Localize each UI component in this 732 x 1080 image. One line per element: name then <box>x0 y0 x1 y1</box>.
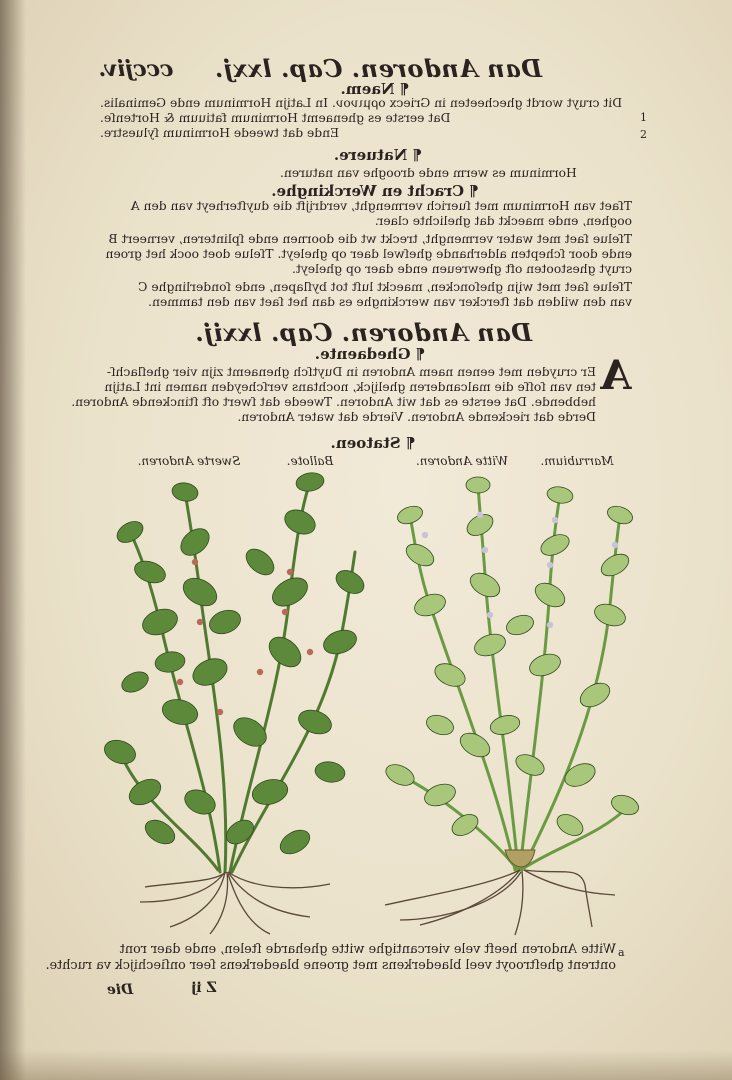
signature-mark: Z ij <box>191 980 217 996</box>
leaf <box>466 477 490 493</box>
leaf <box>424 712 456 738</box>
leaf <box>132 557 169 587</box>
leaf <box>181 785 219 818</box>
leaf <box>395 503 425 527</box>
text-line: Tſaet van Horminum met ſuerich vermenght, verdrijft die duyſterheyt van den A <box>130 199 632 213</box>
label-right-latin: Ballote. <box>286 454 334 468</box>
leaf <box>153 650 186 675</box>
leaf <box>228 712 271 752</box>
leaf <box>412 590 449 620</box>
text-line: Horminum es werm ende drooghe van naturen. <box>280 166 577 180</box>
text-line: Dit cruyt wordt ghecheeten in Griecx ορμινον. In Latijn Horminum ende Geminalis. <box>100 96 623 110</box>
flower <box>547 562 553 568</box>
leaf <box>222 815 258 849</box>
flower <box>217 709 223 715</box>
flower <box>482 547 488 553</box>
leaf <box>448 810 481 840</box>
text-line: ten van ſoſſe die malcanderen ghelijck, nochtans verſcheyden namen int Latijn <box>104 380 596 394</box>
root-system <box>140 872 330 934</box>
leaf <box>609 792 640 818</box>
flower <box>547 622 553 628</box>
flower <box>192 559 198 565</box>
leaf <box>119 668 152 696</box>
leaf <box>320 626 359 658</box>
section-heading-ghedaente: ¶ Ghedaente. <box>314 345 426 363</box>
leaf <box>383 761 418 790</box>
leaf <box>504 612 536 638</box>
leaf <box>125 774 165 810</box>
flower <box>477 512 483 518</box>
text-line: cruyt ghestooten oft ghewreuen ende daer op gheleyt. <box>291 262 632 276</box>
margin-number: 2 <box>640 128 647 141</box>
folio-number: cccjiv. <box>98 56 174 82</box>
text-line: Derde dat rieckende Andoren. Vierde dat water Andoren. <box>237 410 596 424</box>
section-heading-naem: ¶ Naem. <box>340 80 410 98</box>
text-line: ende door ſchepten alderhande gheſwel daer op gheleyt. Tſelue doet oock het groen <box>105 247 632 261</box>
text-line: ontrent gheſtrooyt veel blaederkens met groene blaederkens ſeer onſiechijck va ruchte. <box>45 958 616 973</box>
text-line: Er cruyden met eenen naem Andoren in Duytſch ghenaemt zijn vier gheſlachſ- <box>106 365 596 379</box>
text-line: Tſelue ſaet met water vermenght, treckt wt die doornen ende ſplinteren, verneert B <box>108 232 632 246</box>
leaf <box>206 606 244 638</box>
flower <box>197 619 203 625</box>
flower <box>612 542 618 548</box>
flower <box>307 649 313 655</box>
leaf <box>250 776 291 808</box>
leaf <box>295 706 334 738</box>
flower <box>287 569 293 575</box>
text-line: Witte Andoren heeft vele viercantighe witte gheharde ſtelen, ende daer ront <box>119 942 616 957</box>
flower <box>487 612 493 618</box>
leaf <box>605 503 635 527</box>
catchword: Die <box>106 982 134 998</box>
leaf <box>160 696 201 728</box>
leaf <box>561 759 598 791</box>
text-line: Tſelue ſaet met wijn gheſoncken, maeckt luſt tot byſlapen, ende ſonderlinghe C <box>137 280 632 294</box>
leaf <box>178 573 221 612</box>
section-body-naem <box>100 96 630 141</box>
section-heading-cracht: ¶ Cracht en Werckinghe. <box>271 182 479 200</box>
leaf <box>295 472 326 493</box>
root-system <box>385 870 615 935</box>
leaf <box>139 605 181 640</box>
leaf <box>141 815 179 848</box>
chapter-title: Dan Andoren. Cap. lxxij. <box>194 318 532 347</box>
text-line: Ende dat tweede Horminum ſyluestre. <box>100 126 340 140</box>
label-right-vernacular: Swerte Andoren. <box>137 454 241 468</box>
leaf <box>553 810 586 840</box>
section-body-natuere <box>280 166 630 181</box>
leaf <box>281 505 319 538</box>
flower <box>177 679 183 685</box>
flower <box>282 609 288 615</box>
flower <box>257 669 263 675</box>
page-edge-shadow <box>0 1050 732 1080</box>
leaf <box>241 544 278 580</box>
leaf <box>113 517 146 547</box>
gutter-shadow <box>0 0 26 1080</box>
leaf <box>592 600 629 630</box>
text-line: van den wilden dat ſtercker van werckinghe es dan het ſaet van den tammen. <box>148 295 632 309</box>
leaf <box>276 825 314 858</box>
footer-text <box>45 942 616 974</box>
leaf <box>313 760 346 785</box>
leaf <box>488 712 522 737</box>
leaf <box>472 630 509 660</box>
leaf <box>268 572 313 612</box>
initial-letter: A <box>600 352 632 399</box>
leaf <box>189 654 232 691</box>
leaf <box>171 481 200 503</box>
text-line: Dat eerste es ghenaemt Horminum fatiuum & Hortenſe. <box>100 111 451 125</box>
leaf <box>527 650 564 680</box>
flower <box>552 517 558 523</box>
flower <box>422 532 428 538</box>
text-line: ooghen, ende maeckt dat ghelichte claer. <box>374 214 632 228</box>
footer-marker: a <box>618 946 625 959</box>
leaf <box>101 736 139 768</box>
section-heading-statoen: ¶ Statoen. <box>330 434 416 452</box>
text-line: hebbende. Dat eerste es dat wit Andoren. Tweede dat ſwert oft ſtinckende Andoren. <box>71 395 596 409</box>
leaf <box>546 485 574 505</box>
label-left-vernacular: Witte Andoren. <box>415 454 509 468</box>
leaf <box>422 780 459 810</box>
running-head: Dan Andoren. Cap. lxxj. <box>214 54 542 83</box>
section-body-ghedaente <box>71 365 596 425</box>
plant-illustration-ballote <box>100 472 370 937</box>
section-heading-natuere: ¶ Natuere. <box>333 146 423 164</box>
section-body-cracht <box>98 199 632 310</box>
label-left-latin: Marrubium. <box>540 454 614 468</box>
plant-illustration-marrubium <box>380 475 640 940</box>
margin-number: 1 <box>640 111 647 124</box>
